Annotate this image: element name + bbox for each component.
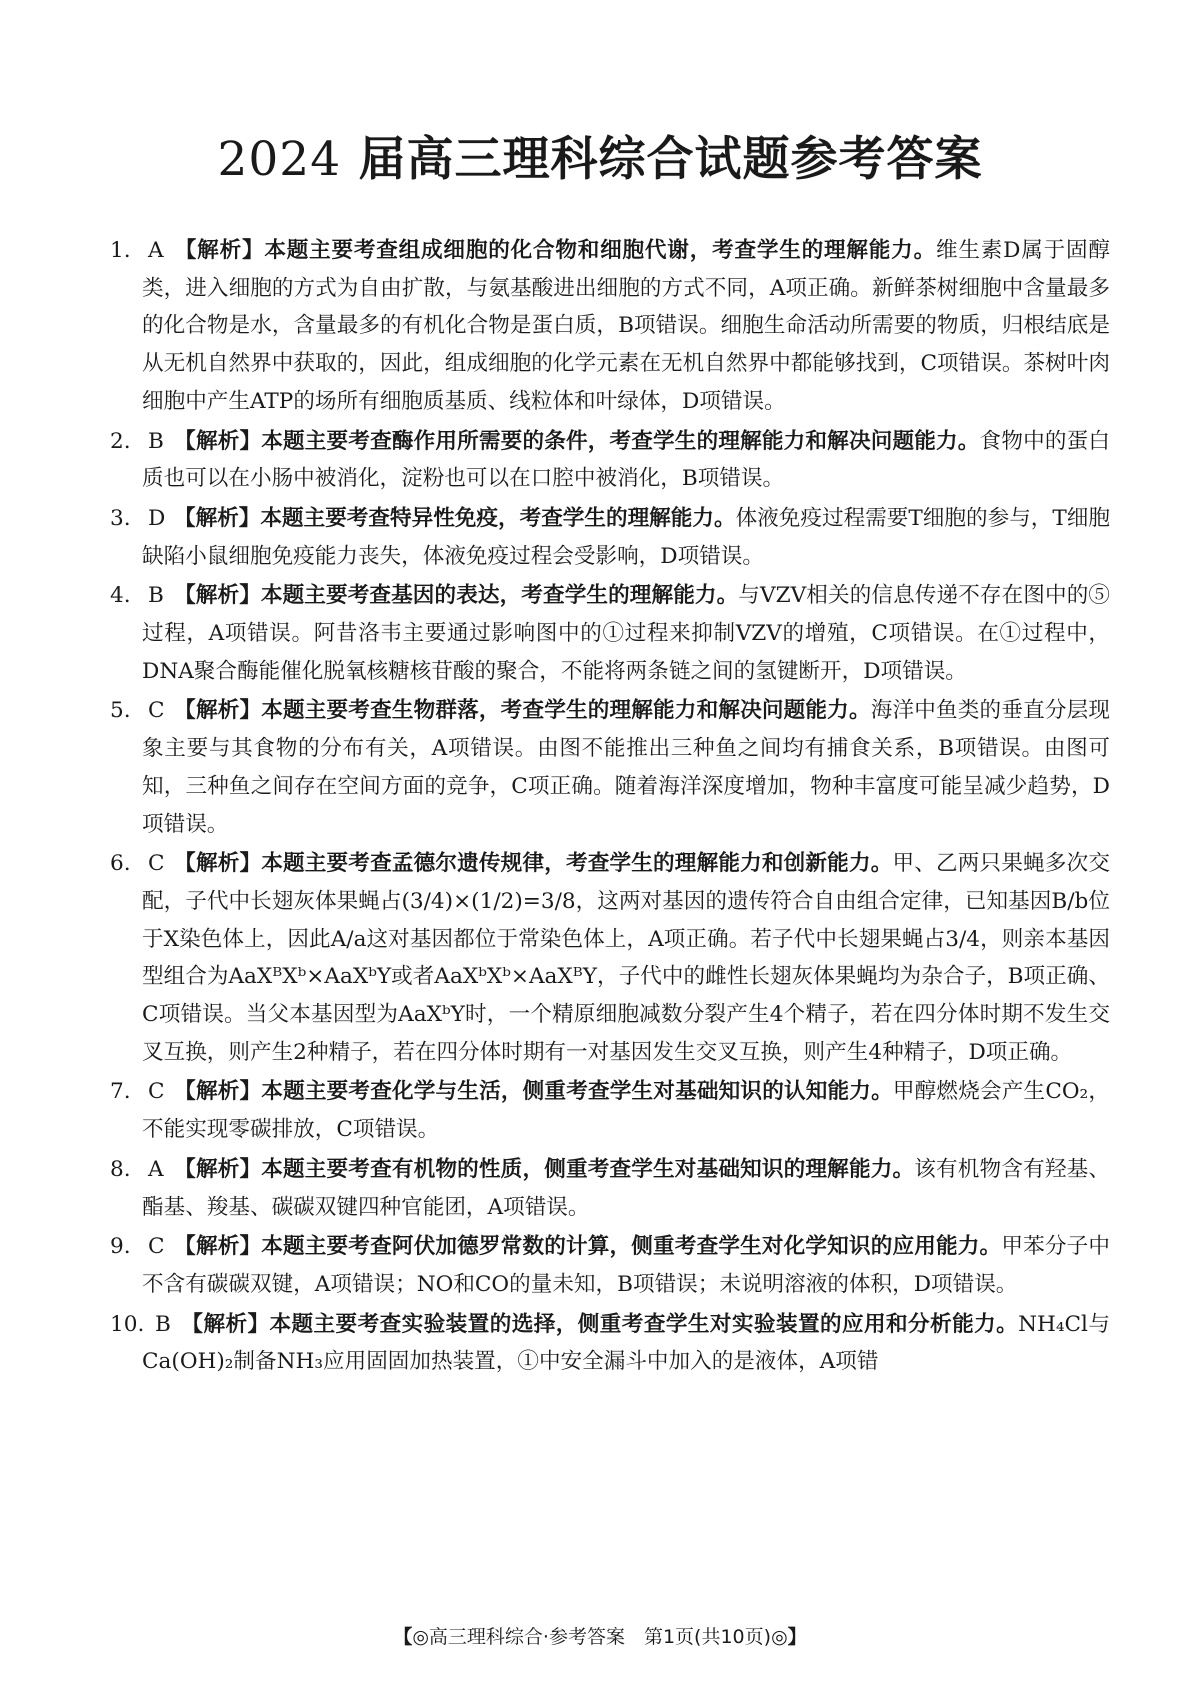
item-answer: B <box>148 428 164 454</box>
item-number: 9. <box>110 1234 131 1260</box>
item-summary: 【解析】本题主要考查实验装置的选择，侧重考查学生对实验装置的应用和分析能力。 <box>181 1311 1019 1337</box>
item-explanation: 甲苯分子中不含有碳碳双键，A项错误；NO和CO的量未知，B项错误；未说明溶液的体积，D项错误。 <box>142 1234 1110 1297</box>
item-explanation: 维生素D属于固醇类，进入细胞的方式为自由扩散，与氨基酸进出细胞的方式不同，A项正确。新鲜茶树细胞中含量最多的化合物是水，含量最多的有机化合物是蛋白质，B项错误。细胞生命活动所需要的物质，归根结底是从无机自然界中获取的，因此，组成细胞的化学元素在无机自然界中都能够找到，C项错误。茶树叶肉细胞中产生ATP的场所有细胞质基质、线粒体和叶绿体，D项错误。 <box>142 238 1110 414</box>
item-summary: 【解析】本题主要考查有机物的性质，侧重考查学生对基础知识的理解能力。 <box>174 1156 915 1182</box>
footer-mark-left: 【◎ <box>393 1626 429 1648</box>
answer-item-6 <box>110 845 1110 1071</box>
answer-item-9 <box>110 1228 1110 1303</box>
item-explanation: 食物中的蛋白质也可以在小肠中被消化，淀粉也可以在口腔中被消化，B项错误。 <box>142 428 1110 492</box>
answer-item-3 <box>110 500 1110 575</box>
item-summary: 【解析】本题主要考查孟德尔遗传规律，考查学生的理解能力和创新能力。 <box>174 851 893 877</box>
item-number: 3. <box>110 505 131 531</box>
item-explanation: 甲、乙两只果蝇多次交配，子代中长翅灰体果蝇占(3/4)×(1/2)=3/8，这两对基因的遗传符合自由组合定律，已知基因B/b位于X染色体上，因此A/a这对基因都位于常染色体上，A项正确。若子代中长翅果蝇占3/4，则亲本基因型组合为AaXᴮXᵇ×AaXᵇY或者AaXᵇXᵇ×AaXᴮY，子代中的雌性长翅灰体果蝇均为杂合子，B项正确、C项错误。当父本基因型为AaXᵇY时，一个精原细胞减数分裂产生4个精子，若在四分体时期不发生交叉互换，则产生2种精子，若在四分体时期有一对基因发生交叉互换，则产生4种精子，D项正确。 <box>142 851 1110 1065</box>
item-number: 8. <box>110 1156 131 1182</box>
answer-item-5 <box>110 692 1110 843</box>
item-number: 1. <box>110 238 131 263</box>
item-number: 7. <box>110 1079 131 1105</box>
item-explanation: 与VZV相关的信息传递不存在图中的⑤过程，A项错误。阿昔洛韦主要通过影响图中的①过程来抑制VZV的增殖，C项错误。在①过程中，DNA聚合酶能催化脱氧核糖核苷酸的聚合，不能将两条链之间的氢键断开，D项错误。 <box>142 583 1110 684</box>
item-number: 2. <box>110 428 131 454</box>
item-number: 4. <box>110 583 131 609</box>
item-answer: D <box>148 505 166 531</box>
item-answer: A <box>148 1156 164 1182</box>
item-answer: B <box>148 583 164 609</box>
item-number: 6. <box>110 851 131 877</box>
item-summary: 【解析】本题主要考查阿伏加德罗常数的计算，侧重考查学生对化学知识的应用能力。 <box>174 1234 1002 1260</box>
item-summary: 【解析】本题主要考查组成细胞的化合物和细胞代谢，考查学生的理解能力。 <box>174 238 936 263</box>
item-answer: C <box>148 851 165 877</box>
item-explanation: NH₄Cl与Ca(OH)₂制备NH₃应用固固加热装置，①中安全漏斗中加入的是液体，A项错 <box>142 1311 1110 1375</box>
footer-text: 高三理科综合·参考答案 第1页(共10页) <box>428 1626 772 1648</box>
item-number: 5. <box>110 698 131 724</box>
title-year: 2024 <box>217 132 342 187</box>
answer-item-4 <box>110 577 1110 690</box>
footer-mark-right: ◎】 <box>771 1626 807 1648</box>
answer-item-2 <box>110 423 1110 498</box>
page-title <box>0 122 1200 189</box>
item-explanation: 海洋中鱼类的垂直分层现象主要与其食物的分布有关，A项错误。由图不能推出三种鱼之间均有捕食关系，B项错误。由图可知，三种鱼之间存在空间方面的竞争，C项正确。随着海洋深度增加，物种丰富度可能呈减少趋势，D项错误。 <box>142 698 1110 837</box>
answer-list <box>110 232 1110 1383</box>
page-footer <box>0 1622 1200 1649</box>
answer-item-10 <box>110 1306 1110 1381</box>
item-summary: 【解析】本题主要考查特异性免疫，考查学生的理解能力。 <box>174 505 736 531</box>
item-explanation: 该有机物含有羟基、酯基、羧基、碳碳双键四种官能团，A项错误。 <box>142 1156 1110 1220</box>
item-answer: C <box>148 1079 165 1105</box>
item-explanation: 体液免疫过程需要T细胞的参与，T细胞缺陷小鼠细胞免疫能力丧失，体液免疫过程会受影响，D项错误。 <box>142 505 1110 569</box>
item-summary: 【解析】本题主要考查酶作用所需要的条件，考查学生的理解能力和解决问题能力。 <box>174 428 980 454</box>
item-answer: C <box>148 698 165 724</box>
item-summary: 【解析】本题主要考查生物群落，考查学生的理解能力和解决问题能力。 <box>174 698 871 724</box>
item-summary: 【解析】本题主要考查化学与生活，侧重考查学生对基础知识的认知能力。 <box>174 1079 893 1105</box>
item-number: 10. <box>110 1311 145 1337</box>
item-answer: C <box>148 1234 165 1260</box>
item-answer: B <box>155 1311 171 1337</box>
answer-item-7 <box>110 1073 1110 1148</box>
item-explanation: 甲醇燃烧会产生CO₂，不能实现零碳排放，C项错误。 <box>142 1079 1110 1143</box>
item-answer: A <box>148 238 164 263</box>
answer-item-1 <box>110 232 1110 421</box>
title-text: 届高三理科综合试题参考答案 <box>358 132 983 187</box>
answer-item-8 <box>110 1151 1110 1226</box>
item-summary: 【解析】本题主要考查基因的表达，考查学生的理解能力。 <box>174 583 739 609</box>
